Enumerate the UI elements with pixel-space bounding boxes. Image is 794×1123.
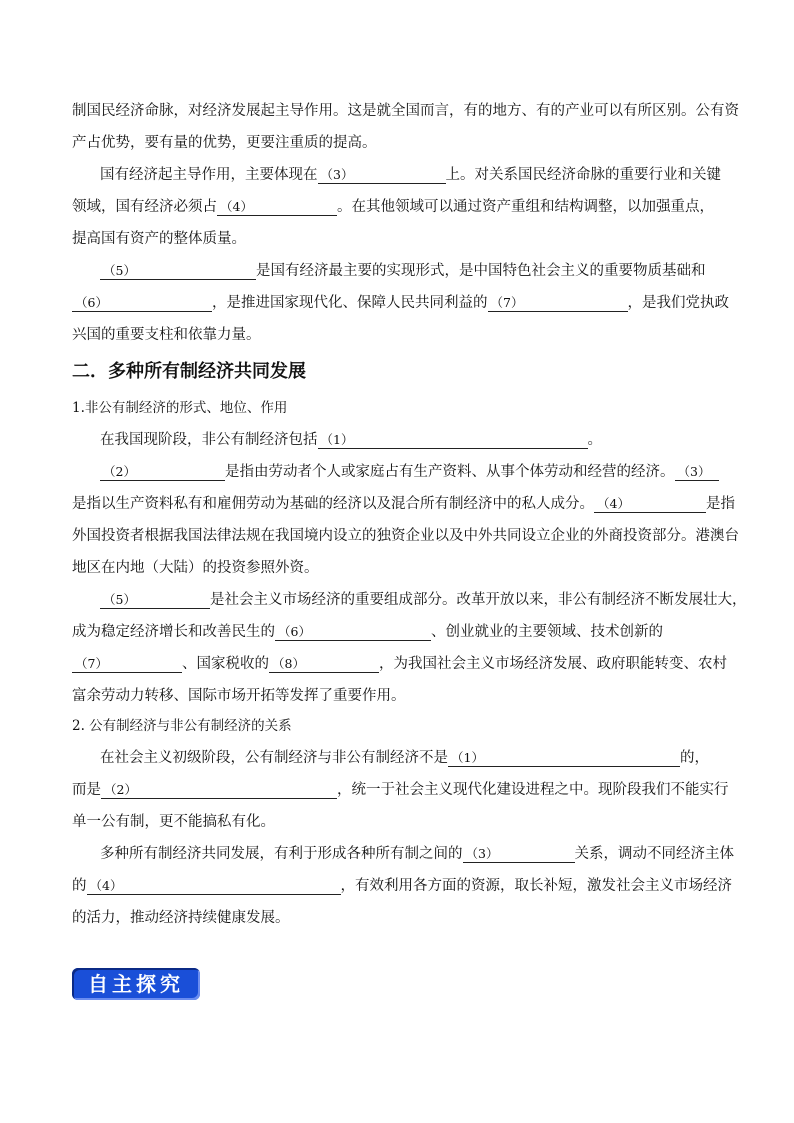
section-heading: 二．多种所有制经济共同发展	[72, 361, 306, 382]
text: 是指由劳动者个人或家庭占有生产资料、从事个体劳动和经营的经济。	[225, 464, 675, 480]
fill-blank-4[interactable]: （4）	[217, 199, 337, 216]
fill-blank-1[interactable]: （1）	[318, 432, 588, 449]
text: ，是我们党执政	[627, 295, 729, 311]
fill-blank-2[interactable]: （2）	[100, 464, 225, 481]
self-study-badge: 自主探究	[72, 968, 200, 1000]
para5-line3: 外国投资者根据我国法律法规在我国境内设立的独资企业以及中外共同设立企业的外商投资部分。港澳台	[72, 528, 739, 544]
text: 是指	[706, 496, 735, 512]
text: 、国家税收的	[182, 656, 269, 672]
para6-line2	[72, 622, 722, 642]
para4-line1	[100, 430, 722, 450]
para1-line1: 制国民经济命脉，对经济发展起主导作用。这是就全国而言，有的地方、有的产业可以有所区别。公有资	[72, 103, 739, 119]
para6-line1	[100, 590, 747, 610]
fill-blank-2b[interactable]: （2）	[101, 782, 337, 799]
text: 而是	[72, 782, 101, 798]
fill-blank-5b[interactable]: （5）	[100, 592, 210, 609]
para6-line4: 富余劳动力转移、国际市场开拓等发挥了重要作用。	[72, 688, 406, 704]
fill-blank-3[interactable]: （3）	[318, 167, 446, 184]
para6-line3	[72, 654, 727, 674]
text: 在我国现阶段，非公有制经济包括	[100, 432, 318, 448]
para5-line1	[100, 462, 722, 482]
text: ，统一于社会主义现代化建设进程之中。现阶段我们不能实行	[337, 782, 729, 798]
para3-line3: 兴国的重要支柱和依靠力量。	[72, 327, 261, 343]
text: ，有效利用各方面的资源，取长补短，激发社会主义市场经济	[340, 878, 732, 894]
text: 成为稳定经济增长和改善民生的	[72, 624, 275, 640]
subsection-title-2: 2. 公有制经济与非公有制经济的关系	[72, 718, 292, 734]
para5-line2	[72, 494, 735, 514]
text: 。在其他领域可以通过资产重组和结构调整，以加强重点，	[337, 199, 714, 215]
fill-blank-6b[interactable]: （6）	[275, 624, 431, 641]
fill-blank-4c[interactable]: （4）	[87, 878, 341, 895]
para3-line2	[72, 293, 729, 313]
fill-blank-5[interactable]: （5）	[100, 263, 256, 280]
para1-line2: 产占优势，要有量的优势，更要注重质的提高。	[72, 135, 377, 151]
para3-line1	[100, 261, 722, 281]
para7-line3: 单一公有制，更不能搞私有化。	[72, 814, 275, 830]
text: 上。对关系国民经济命脉的重要行业和关键	[445, 167, 721, 183]
para2-line2	[72, 197, 722, 217]
para7-line1	[100, 748, 722, 768]
para7-line2	[72, 780, 729, 800]
fill-blank-8[interactable]: （8）	[269, 656, 379, 673]
text: 、创业就业的主要领域、技术创新的	[431, 624, 663, 640]
fill-blank-3b[interactable]: （3）	[675, 464, 719, 481]
para8-line2	[72, 876, 732, 896]
text: 多种所有制经济共同发展，有利于形成各种所有制之间的	[100, 846, 463, 862]
text: 关系，调动不同经济主体	[574, 846, 734, 862]
text: 。	[587, 432, 602, 448]
fill-blank-6[interactable]: （6）	[72, 295, 212, 312]
fill-blank-3c[interactable]: （3）	[463, 846, 575, 863]
para2-line3: 提高国有资产的整体质量。	[72, 231, 246, 247]
text: 是指以生产资料私有和雇佣劳动为基础的经济以及混合所有制经济中的私人成分。	[72, 496, 594, 512]
para8-line3: 的活力，推动经济持续健康发展。	[72, 910, 290, 926]
text: 的，	[680, 750, 709, 766]
text: 是国有经济最主要的实现形式，是中国特色社会主义的重要物质基础和	[256, 263, 706, 279]
fill-blank-7b[interactable]: （7）	[72, 656, 182, 673]
text: 在社会主义初级阶段，公有制经济与非公有制经济不是	[100, 750, 448, 766]
text: 的	[72, 878, 87, 894]
fill-blank-7[interactable]: （7）	[488, 295, 628, 312]
para8-line1	[100, 844, 734, 864]
fill-blank-1b[interactable]: （1）	[448, 750, 680, 767]
text: ，是推进国家现代化、保障人民共同利益的	[212, 295, 488, 311]
para2-line1	[100, 165, 722, 185]
text: 国有经济起主导作用，主要体现在	[100, 167, 318, 183]
text: 是社会主义市场经济的重要组成部分。改革开放以来，非公有制经济不断发展壮大，	[210, 592, 747, 608]
text: ，为我国社会主义市场经济发展、政府职能转变、农村	[379, 656, 727, 672]
para5-line4: 地区在内地（大陆）的投资参照外资。	[72, 560, 319, 576]
text: 领域，国有经济必须占	[72, 199, 217, 215]
subsection-title-1: 1.非公有制经济的形式、地位、作用	[72, 400, 288, 416]
fill-blank-4b[interactable]: （4）	[594, 496, 706, 513]
